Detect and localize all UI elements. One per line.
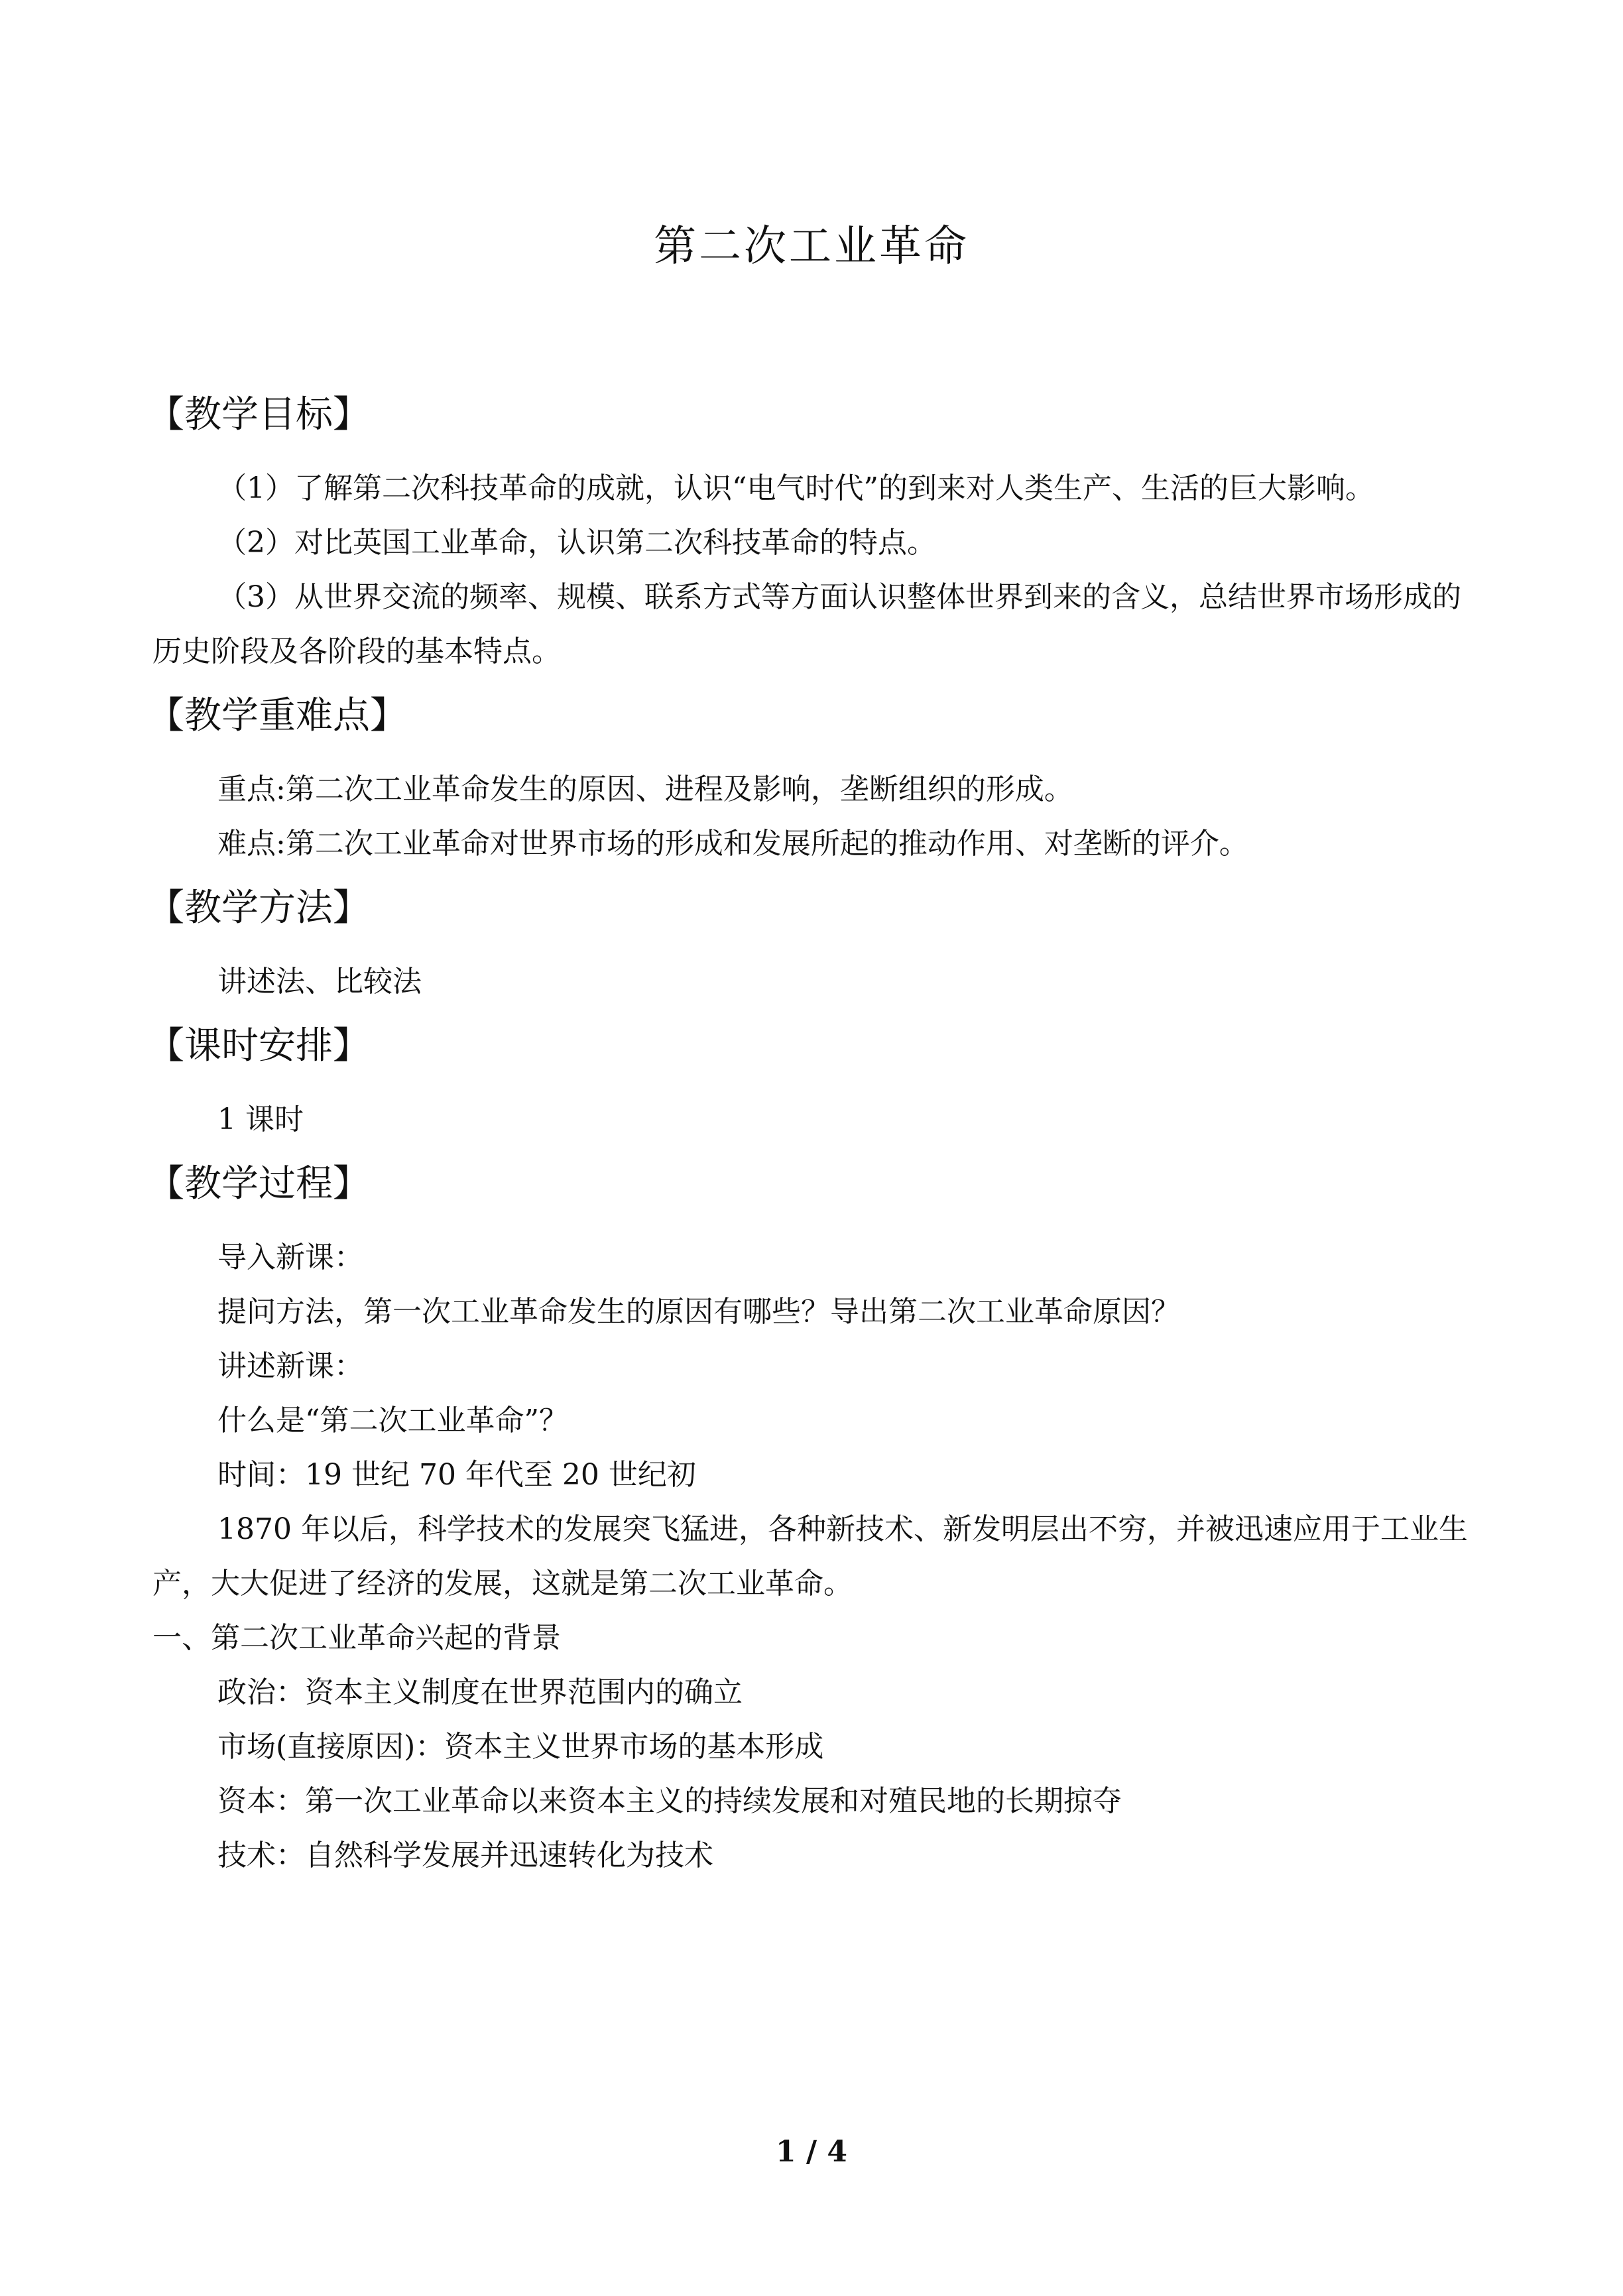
key-point-item: 重点:第二次工业革命发生的原因、进程及影响，垄断组织的形成。	[217, 772, 1073, 806]
section-heading-key-points: 【教学重难点】	[147, 694, 407, 737]
schedule-text: 1 课时	[217, 1103, 304, 1136]
methods-text: 讲述法、比较法	[217, 965, 422, 998]
background-heading: 一、第二次工业革命兴起的背景	[152, 1621, 561, 1655]
background-item: 资本：第一次工业革命以来资本主义的持续发展和对殖民地的长期掠夺	[217, 1784, 1122, 1818]
process-line: 导入新课：	[217, 1240, 363, 1274]
objective-item: （2）对比英国工业革命，认识第二次科技革命的特点。	[217, 526, 936, 560]
section-heading-schedule: 【课时安排】	[147, 1024, 370, 1067]
process-line: 提问方法，第一次工业革命发生的原因有哪些？导出第二次工业革命原因？	[217, 1295, 1180, 1329]
objective-item: （1）了解第二次科技革命的成就，认识“电气时代”的到来对人类生产、生活的巨大影响。	[217, 471, 1374, 505]
background-item: 政治：资本主义制度在世界范围内的确立	[217, 1675, 743, 1709]
process-paragraph: 1870 年以后，科学技术的发展突飞猛进，各种新技术、新发明层出不穷，并被迅速应用于工业生产，大大促进了经济的发展，这就是第二次工业革命。	[152, 1512, 1468, 1601]
section-heading-objectives: 【教学目标】	[147, 393, 370, 436]
background-item: 技术：自然科学发展并迅速转化为技术	[217, 1839, 713, 1872]
page-number: 1 / 4	[776, 2135, 847, 2169]
section-heading-process: 【教学过程】	[147, 1162, 370, 1205]
objective-item: （3）从世界交流的频率、规模、联系方式等方面认识整体世界到来的含义，总结世界市场形成的历史阶段及各阶段的基本特点。	[152, 580, 1461, 668]
document-title: 第二次工业革命	[654, 222, 969, 271]
key-point-item: 难点:第二次工业革命对世界市场的形成和发展所起的推动作用、对垄断的评介。	[217, 827, 1248, 861]
process-line: 什么是“第二次工业革命”？	[217, 1404, 568, 1437]
background-item: 市场(直接原因)：资本主义世界市场的基本形成	[217, 1730, 824, 1764]
process-line: 讲述新课：	[217, 1349, 363, 1383]
section-heading-methods: 【教学方法】	[147, 886, 370, 930]
document-body	[147, 378, 1485, 1883]
process-line: 时间：19 世纪 70 年代至 20 世纪初	[217, 1458, 696, 1492]
